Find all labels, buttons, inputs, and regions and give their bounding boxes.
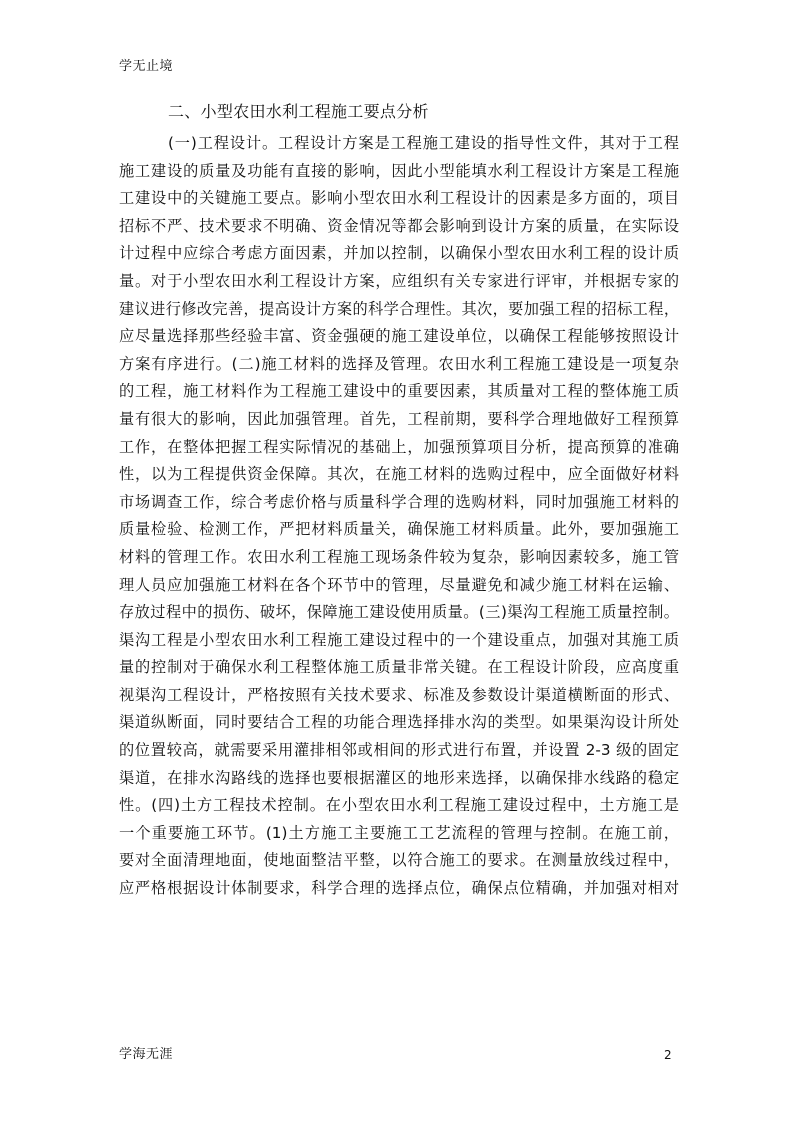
text-line: 材料的管理工作。农田水利工程施工现场条件较为复杂，影响因素较多，施工管 <box>119 547 679 566</box>
text-line: (一)工程设计。工程设计方案是工程施工建设的指导性文件，其对于工程 <box>168 134 679 152</box>
text-line: 招标不严、技术要求不明确、资金情况等都会影响到设计方案的质量，在实际设 <box>119 216 679 235</box>
text-line: 量。对于小型农田水利工程设计方案，应组织有关专家进行评审，并根据专家的 <box>119 271 679 290</box>
text-line: 计过程中应综合考虑方面因素，并加以控制，以确保小型农田水利工程的设计质 <box>119 244 679 263</box>
text-line: 建议进行修改完善，提高设计方案的科学合理性。其次，要加强工程的招标工程， <box>119 299 679 318</box>
text-line: 要对全面清理地面，使地面整洁平整，以符合施工的要求。在测量放线过程中， <box>119 851 679 870</box>
text-line: 量有很大的影响，因此加强管理。首先，工程前期，要科学合理地做好工程预算 <box>119 409 679 428</box>
text-line: 应严格根据设计体制要求，科学合理的选择点位，确保点位精确，并加强对相对 <box>119 879 679 898</box>
text-line: 的位置较高，就需要采用灌排相邻或相间的形式进行布置，并设置 2-3 级的固定 <box>119 741 679 760</box>
text-line: 质量检验、检测工作，严把材料质量关，确保施工材料质量。此外，要加强施工 <box>119 520 679 539</box>
text-line: 渠道纵断面，同时要结合工程的功能合理选择排水沟的类型。如果渠沟设计所处 <box>119 713 679 732</box>
text-line: 视渠沟工程设计，严格按照有关技术要求、标准及参数设计渠道横断面的形式、 <box>119 685 679 704</box>
text-line: 一个重要施工环节。(1)土方施工主要施工工艺流程的管理与控制。在施工前， <box>119 823 679 842</box>
text-line: 性，以为工程提供资金保障。其次，在施工材料的选购过程中，应全面做好材料 <box>119 465 679 484</box>
text-line: 方案有序进行。(二)施工材料的选择及管理。农田水利工程施工建设是一项复杂 <box>119 354 679 373</box>
text-line: 市场调查工作，综合考虑价格与质量科学合理的选购材料，同时加强施工材料的 <box>119 492 679 511</box>
text-line: 工作，在整体把握工程实际情况的基础上，加强预算项目分析，提高预算的准确 <box>119 437 679 456</box>
section-heading: 二、小型农田水利工程施工要点分析 <box>168 102 429 121</box>
text-line: 工建设中的关键施工要点。影响小型农田水利工程设计的因素是多方面的，项目 <box>119 189 679 208</box>
page-footer-left: 学海无涯 <box>119 1047 174 1062</box>
text-line: 渠道，在排水沟路线的选择也要根据灌区的地形来选择，以确保排水线路的稳定 <box>119 768 679 787</box>
page-header: 学无止境 <box>119 59 174 74</box>
text-line: 的工程，施工材料作为工程施工建设中的重要因素，其质量对工程的整体施工质 <box>119 382 679 401</box>
text-line: 存放过程中的损伤、破坏，保障施工建设使用质量。(三)渠沟工程施工质量控制。 <box>119 603 679 622</box>
page-number: 2 <box>664 1048 672 1062</box>
text-line: 渠沟工程是小型农田水利工程施工建设过程中的一个建设重点，加强对其施工质 <box>119 630 679 649</box>
text-line: 施工建设的质量及功能有直接的影响，因此小型能填水利工程设计方案是工程施 <box>119 161 679 180</box>
text-line: 量的控制对于确保水利工程整体施工质量非常关键。在工程设计阶段，应高度重 <box>119 658 679 677</box>
text-line: 性。(四)土方工程技术控制。在小型农田水利工程施工建设过程中，土方施工是 <box>119 796 679 815</box>
text-line: 理人员应加强施工材料在各个环节中的管理，尽量避免和减少施工材料在运输、 <box>119 575 679 594</box>
body-text <box>119 130 679 903</box>
text-line: 应尽量选择那些经验丰富、资金强硬的施工建设单位，以确保工程能够按照设计 <box>119 327 679 346</box>
